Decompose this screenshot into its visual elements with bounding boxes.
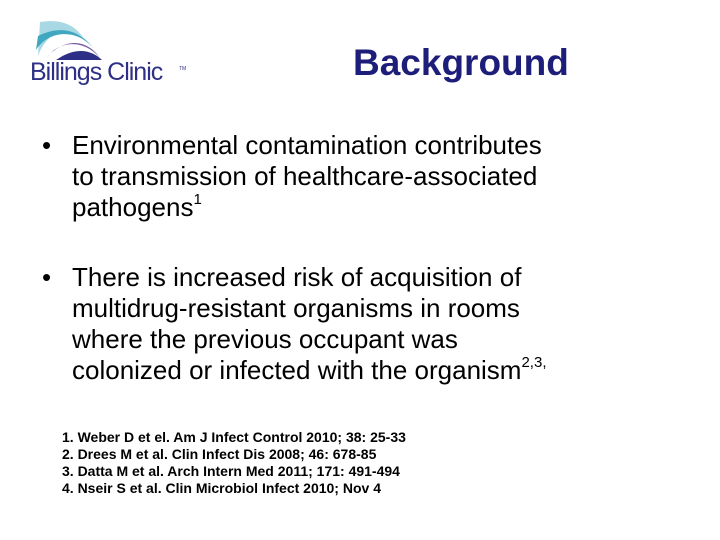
bullet-text — [72, 262, 682, 386]
bullet-line: where the previous occupant was — [72, 324, 458, 354]
slide-title: Background — [353, 42, 569, 83]
reference-item: 3. Datta M et al. Arch Intern Med 2011; 171: 491-494 — [62, 463, 400, 479]
bullet-line: to transmission of healthcare-associated — [72, 161, 538, 191]
bullet-marker: • — [42, 130, 52, 160]
billings-clinic-logo — [26, 16, 188, 86]
citation-superscript: 1 — [193, 191, 202, 208]
bullet-line-text: colonized or infected with the organism — [72, 355, 522, 385]
logo-wave-icon — [26, 16, 188, 62]
bullet-line: Environmental contamination contributes — [72, 130, 542, 160]
logo-trademark: TM — [179, 66, 187, 72]
logo-wordmark: Billings Clinic — [30, 58, 163, 86]
citation-superscript: 2,3, — [521, 354, 547, 371]
bullet-line — [72, 192, 682, 223]
reference-item: 1. Weber D et el. Am J Infect Control 2010; 38: 25-33 — [62, 429, 406, 445]
bullet-line — [72, 355, 682, 386]
reference-item: 2. Drees M et al. Clin Infect Dis 2008; 46: 678-85 — [62, 446, 377, 462]
reference-item: 4. Nseir S et al. Clin Microbiol Infect 2010; Nov 4 — [62, 480, 381, 496]
bullet-text — [72, 130, 682, 223]
bullet-line: There is increased risk of acquisition of — [72, 262, 522, 292]
bullet-marker: • — [42, 262, 52, 292]
references-list — [62, 429, 406, 497]
bullet-line-text: pathogens — [72, 192, 194, 222]
bullet-line: multidrug-resistant organisms in rooms — [72, 293, 520, 323]
